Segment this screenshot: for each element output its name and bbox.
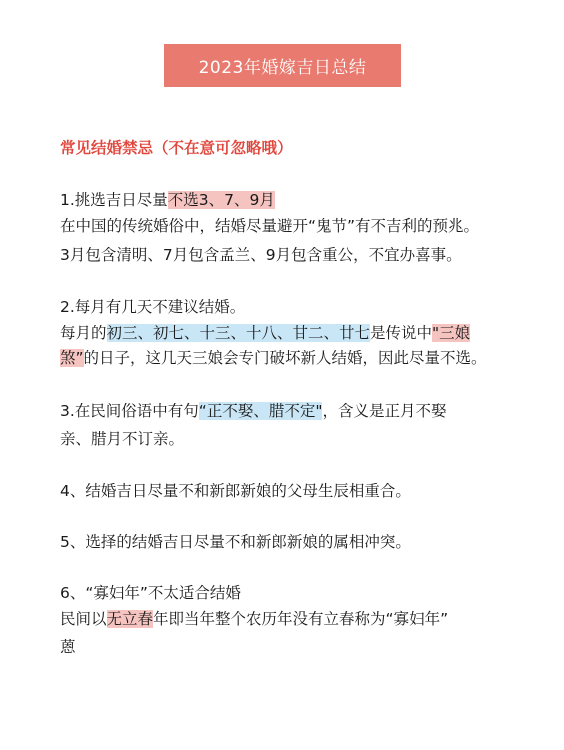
item-3-line-1-pre: 3.在民间俗语中有句: [60, 402, 199, 420]
item-2-line-2: [60, 321, 470, 345]
item-2-days-highlight: 初三、初七、十三、十八、甘二、廿七: [106, 324, 371, 342]
item-3-line-1-post: ，含义是正月不娶: [322, 402, 447, 420]
item-2-line-2-mid: 是传说中: [370, 324, 433, 342]
item-2-line-3: [60, 346, 487, 370]
item-6-lichun-highlight: 无立春: [106, 610, 154, 628]
page-title-text: 2023年婚嫁吉日总结: [198, 58, 367, 78]
item-2-sanniang-highlight: "三娘: [432, 324, 471, 342]
page-title: [164, 44, 401, 87]
item-2-line-2-pre: 每月的: [60, 324, 107, 342]
item-3-line-2: 亲、腊月不订亲。: [60, 430, 185, 448]
item-5-text: 5、选择的结婚吉日尽量不和新郎新娘的属相冲突。: [60, 533, 411, 551]
item-2-line-3-rest: 的日子，这几天三娘会专门破坏新人结婚，因此尽量不选。: [83, 349, 487, 367]
item-3-line-1: [60, 399, 446, 423]
section-subtitle: 常见结婚禁忌（不在意可忽略哦）: [60, 139, 293, 157]
item-6-line-2-post: 年即当年整个农历年没有立春称为“寡妇年”: [153, 610, 449, 628]
item-6-heading: 6、“寡妇年”不太适合结婚: [60, 584, 241, 602]
item-6-line-2-pre: 民间以: [60, 610, 107, 628]
item-1-heading: [60, 188, 275, 212]
item-3-proverb-highlight: “正不娶、腊不定": [198, 402, 323, 420]
item-1-line-2: 在中国的传统婚俗中，结婚尽量避开“鬼节”有不吉利的预兆。: [60, 217, 480, 235]
item-1-heading-text: 1.挑选吉日尽量: [60, 191, 168, 209]
item-6-line-2: [60, 607, 448, 631]
item-1-highlight: 不选3、7、9月: [167, 191, 275, 209]
item-6-line-3: 蒽: [60, 638, 76, 656]
item-1-line-3: 3月包含清明、7月包含孟兰、9月包含重公，不宜办喜事。: [60, 246, 462, 264]
item-2-heading: 2.每月有几天不建议结婚。: [60, 298, 246, 316]
item-4-text: 4、结婚吉日尽量不和新郎新娘的父母生辰相重合。: [60, 482, 411, 500]
item-2-sha-highlight: 煞”: [60, 349, 84, 367]
